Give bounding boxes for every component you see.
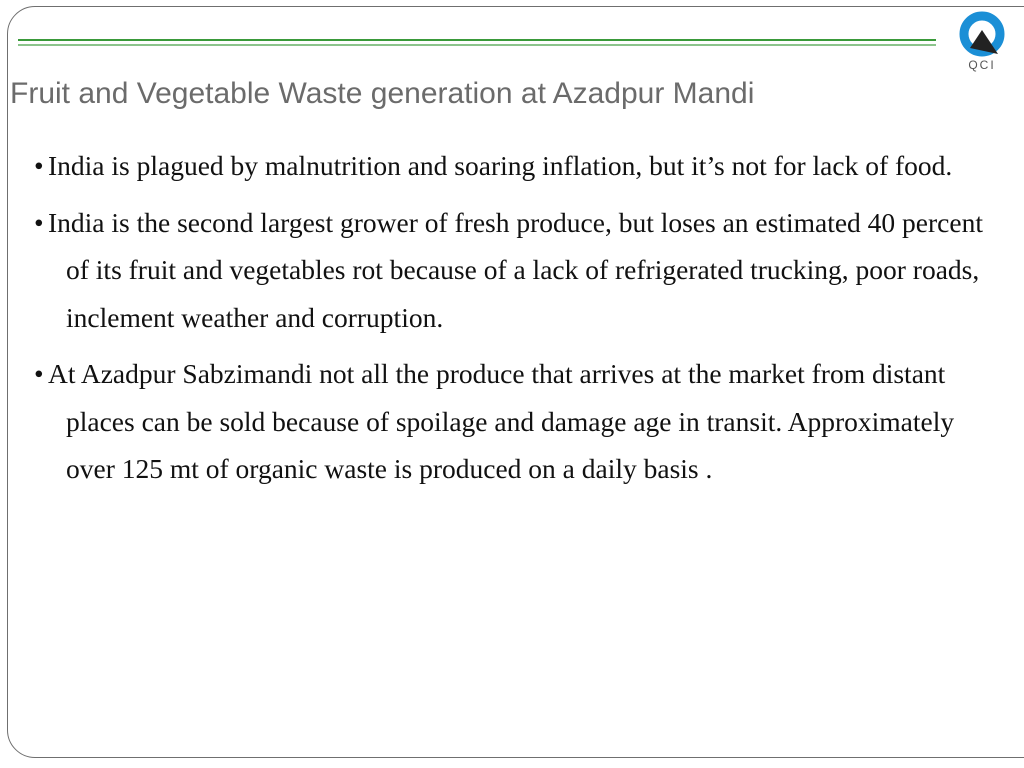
header-rule-bottom (18, 44, 936, 46)
bullet-item (34, 142, 984, 190)
bullet-item (34, 350, 984, 493)
slide-title: Fruit and Vegetable Waste generation at Azadpur Mandi (10, 77, 755, 110)
bullet-list (34, 142, 984, 502)
bullet-text: India is the second largest grower of fresh produce, but loses an estimated 40 percent of its fruit and vegetables rot because of a lack of refrigerated trucking, poor roads, inclement weather and corruption. (48, 206, 983, 333)
bullet-text: At Azadpur Sabzimandi not all the produce that arrives at the market from distant places can be sold because of spoilage and damage age in transit. Approximately over 125 mt of organic waste is produced on a daily basis . (48, 358, 955, 484)
bullet-marker: • (34, 358, 44, 389)
bullet-marker: • (34, 150, 44, 181)
logo-text: QCI (968, 58, 996, 72)
header-rule-top (18, 39, 936, 41)
bullet-text: India is plagued by malnutrition and soaring inflation, but it’s not for lack of food. (48, 150, 953, 181)
bullet-item (34, 199, 984, 342)
bullet-marker: • (34, 206, 44, 238)
